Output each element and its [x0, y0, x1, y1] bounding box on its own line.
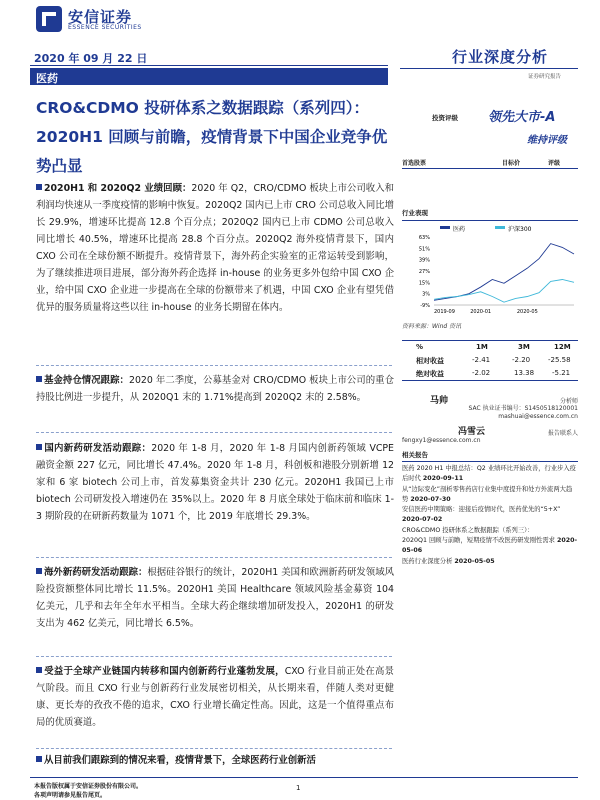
y-tick-label: 15%: [418, 280, 430, 287]
related-report-item[interactable]: 医药 2020 H1 中报总结：Q2 业绩环比开始改善，行业步入疫后时代 2020-09-11: [402, 465, 576, 483]
section-fund-holdings: 基金持仓情况跟踪：2020 年二季度，公募基金对 CRO/CDMO 板块上市公司的重仓持股比例进一步提升，从 2020Q1 末的 1.71%提高到 2020Q2 末的 2.58%。: [36, 375, 394, 403]
footer-rule: [30, 777, 578, 778]
footer-disclaimer: 本报告版权属于安信证券股份有限公司。 各项声明请参见报告尾页。: [34, 783, 143, 799]
legend-swatch-csi300: [495, 226, 505, 229]
section-performance-review: 2020H1 和 2020Q2 业绩回顾：2020 年 Q2，CRO/CDMO 板块上市公司收入和利润均快速从一季度疫情的影响中恢复。2020Q2 国内已上市 CRO 公司总收入同比增长 29.9%，增速环比提高 12.8 个百分点；2020Q2 国内已上市 CDMO 公司总收入同比增长 40.5%，增速环比提高 28.8 个百分点。2020Q2 海外疫情背景下，国内 CXO 公司在全球份额不断提升。疫情背景下，海外药企实验室的正常运转受到影响，为了继续推进项目进展，部分海外药企选择 in-house 的业务更多外包给中国 CXO 企业，给中国 CXO 企业进一步提高在全球的份额带来了机遇，中国 CXO 企业有望凭借优异的服务质量将这些以往 in-house 的业务长期留在体内。: [36, 183, 394, 313]
report-type-rule: [400, 68, 578, 69]
related-report-item[interactable]: 2020Q1 回顾与前瞻，短期疫情不改医药研发刚性需求 2020-05-06: [402, 537, 578, 555]
contact-email[interactable]: fengxy1@essence.com.cn: [402, 437, 481, 444]
legend-swatch-pharma: [440, 226, 450, 229]
industry-performance-chart: [400, 223, 580, 319]
logo-text: 安信证券: [68, 8, 133, 26]
contact-role: 报告联系人: [547, 430, 578, 437]
related-report-item[interactable]: 医药行业深度分析 2020-05-05: [402, 557, 495, 565]
y-tick-label: 63%: [418, 235, 430, 241]
stock-col-name: 首选股票: [402, 160, 427, 167]
rating-value: 领先大市-A: [488, 110, 556, 125]
bullet-icon: [36, 568, 42, 574]
contact-name: 冯雪云: [458, 427, 486, 437]
legend-label-pharma: 医药: [453, 226, 466, 233]
bullet-icon: [36, 184, 42, 190]
analyst-name: 马帅: [430, 396, 449, 406]
header-rule: [30, 65, 388, 66]
section-divider: [36, 432, 392, 433]
rating-label: 投资评级: [432, 114, 458, 122]
essence-logo-icon: [36, 6, 62, 32]
stock-table-header: [402, 157, 578, 169]
performance-row-relative: 相对收益 -2.41 -2.20 -25.58: [416, 356, 571, 365]
x-tick-label: 2020-01: [470, 309, 492, 315]
bullet-icon: [36, 376, 42, 382]
trend-title: 行业表现: [402, 208, 578, 221]
y-tick-label: -9%: [420, 303, 430, 309]
bullet-icon: [36, 444, 42, 450]
logo-subtext: ESSENCE SECURITIES: [68, 24, 142, 31]
analyst-cert: SAC 执业证书编号：S1450518120001: [468, 405, 578, 412]
y-tick-label: 27%: [418, 269, 430, 275]
performance-row-absolute: 绝对收益 -2.02 13.38 -5.21: [416, 369, 571, 378]
related-report-item[interactable]: CRO&CDMO 投研体系之数据跟踪（系列三）：: [402, 526, 534, 534]
report-subtype: 证券研究报告: [528, 74, 562, 80]
bullet-icon: [36, 667, 42, 673]
page-number: 1: [296, 784, 301, 792]
analyst-email[interactable]: mashuai@essence.com.cn: [498, 413, 578, 420]
related-reports-list: [402, 464, 578, 567]
section-outlook: 受益于全球产业链国内转移和国内创新药行业蓬勃发展，CXO 行业目前正处在高景气阶段。而且 CXO 行业与创新药行业发展密切相关，从长期来看，伴随人类对更健康、更长寿的孜孜不倦的追求，CXO 行业增长确定性高。因此，这是一个值得重点布局的优质赛道。: [36, 666, 394, 728]
analyst-role: 分析师: [559, 398, 578, 405]
report-type: 行业深度分析: [452, 48, 549, 66]
x-tick-label: 2019-09: [434, 309, 455, 315]
section-divider: [36, 365, 392, 366]
performance-header-row: % 1M 3M 12M: [416, 343, 571, 351]
stock-col-target: 目标价: [502, 160, 521, 167]
x-tick-label: 2020-05: [516, 309, 538, 315]
analyst-block: [402, 393, 578, 445]
section-domestic-rd: 国内新药研发活动跟踪：2020 年 1-8 月，2020 年 1-8 月国内创新药领域 VCPE 融资金额 227 亿元，同比增长 47.4%。2020 年 1-8 月，科创板和港股分别新增 12 家和 6 家 biotech 公司上市，首发募集资金共计 230 亿元。2020H1 我国已上市 biotech 公司研发投入增速仍在 35%以上。2020 年 8 月底全球处于临床前和临床 1-3 期阶段的在研新药数量为 1071 个，比 2019 年底增长 29.3%。: [36, 443, 394, 522]
sector-bar: [30, 68, 388, 85]
related-report-item[interactable]: 从“边际变化”剖析零售药店行业集中度提升和处方外流两大趋势 2020-07-30: [402, 485, 573, 503]
sector-label: 医药: [36, 72, 58, 85]
related-report-item[interactable]: 安信医药中期策略：迎接后疫情时代，医药优先的“5+X” 2020-07-02: [402, 506, 561, 524]
related-reports-title: 相关报告: [402, 450, 578, 462]
section-divider: [36, 656, 392, 657]
performance-table: [402, 340, 578, 381]
section-overseas-rd: 海外新药研发活动跟踪：根据硅谷银行的统计，2020H1 美国和欧洲新药研发领域风险投资额整体同比增长 11.5%。2020H1 美国 Healthcare 领域风险基金募资 104 亿美元，几乎和去年全年水平相当。全球大药企继续增加研发投入，2020H1 的研发支出为 462 亿美元，同比增长 6.5%。: [36, 567, 394, 629]
report-title: CRO&CDMO 投研体系之数据跟踪（系列四）：2020H1 回顾与前瞻，疫情背景下中国企业竞争优势凸显: [36, 99, 388, 175]
rating-status: 维持评级: [527, 135, 567, 146]
section-divider: [36, 748, 392, 749]
legend-label-csi300: 沪深300: [508, 226, 532, 233]
stock-col-rating: 评级: [548, 160, 561, 167]
series-line-pharma: [434, 244, 574, 301]
section-trailing: 从目前我们跟踪到的情况来看，疫情背景下，全球医药行业创新活: [36, 752, 394, 769]
section-divider: [36, 557, 392, 558]
chart-source: 资料来源：Wind 资讯: [402, 323, 462, 330]
y-tick-label: 39%: [418, 257, 430, 264]
report-date: 2020 年 09 月 22 日: [34, 52, 148, 65]
y-tick-label: 51%: [418, 246, 430, 253]
y-tick-label: 3%: [422, 291, 430, 298]
bullet-icon: [36, 756, 42, 762]
